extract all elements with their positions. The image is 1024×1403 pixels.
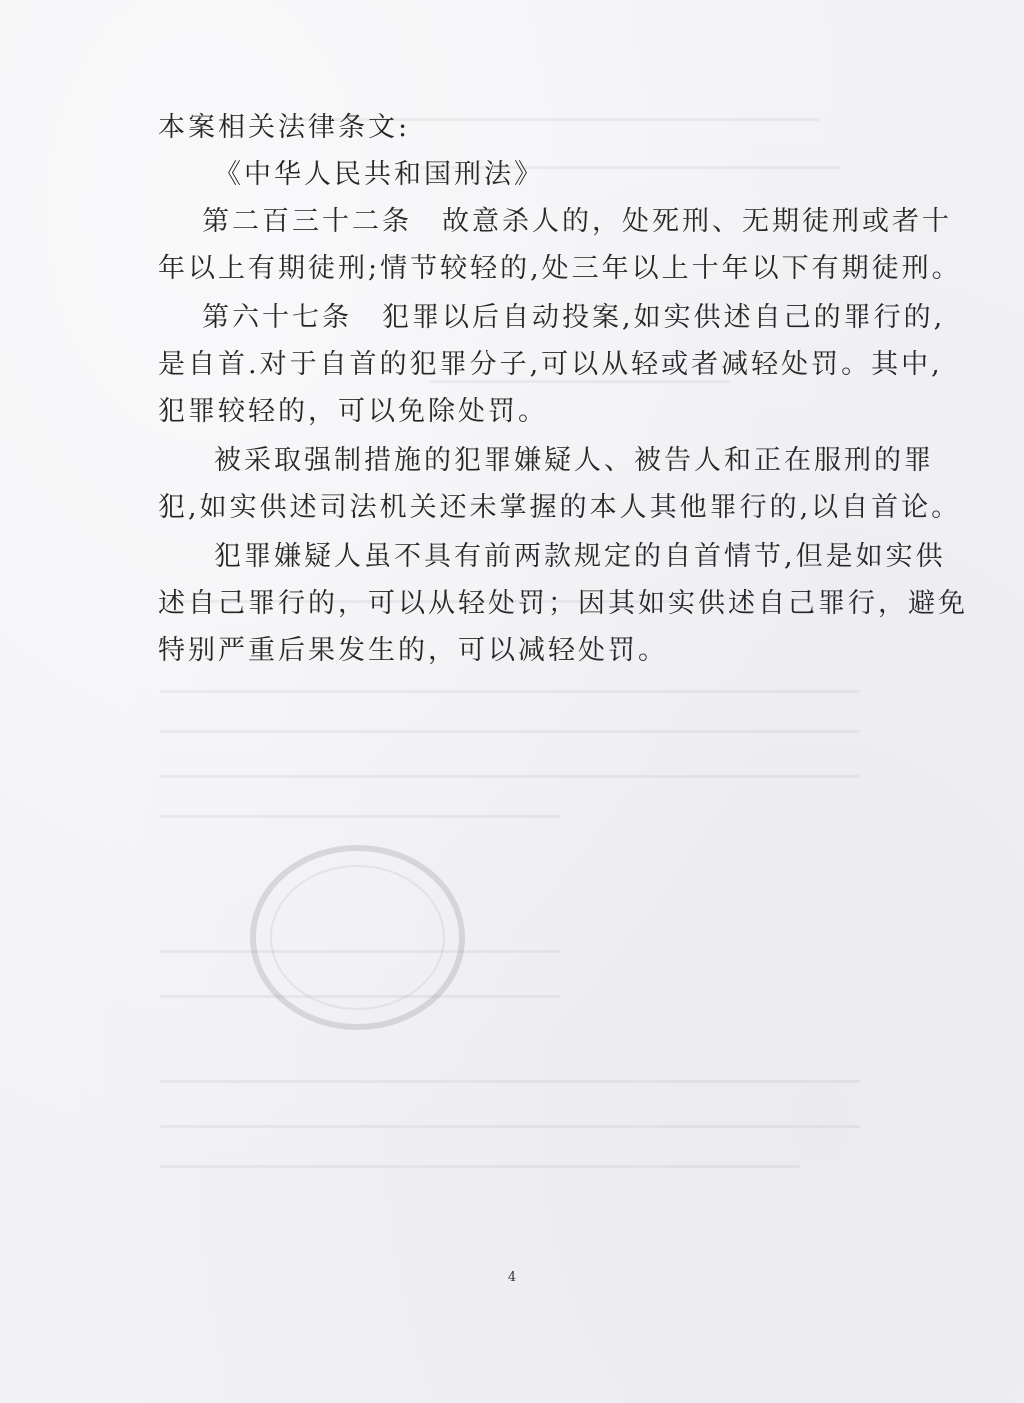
article-67-line-3: 犯罪较轻的，可以免除处罚。 [158, 396, 548, 427]
article-67-para2-line-1: 被采取强制措施的犯罪嫌疑人、被告人和正在服刑的罪 [214, 445, 934, 476]
article-67-para3-line-3: 特别严重后果发生的，可以减轻处罚。 [158, 635, 668, 666]
article-232-line-1: 第二百三十二条 故意杀人的，处死刑、无期徒刑或者十 [202, 206, 952, 237]
bleed-through-mark [160, 775, 860, 778]
section-heading: 本案相关法律条文: [158, 112, 411, 143]
law-title: 《中华人民共和国刑法》 [214, 159, 544, 190]
article-232-line-2: 年以上有期徒刑;情节较轻的,处三年以上十年以下有期徒刑。 [158, 253, 962, 284]
article-67-para3-line-1: 犯罪嫌疑人虽不具有前两款规定的自首情节,但是如实供 [214, 541, 946, 572]
bleed-through-mark [160, 1165, 800, 1168]
article-67-line-2: 是自首.对于自首的犯罪分子,可以从轻或者减轻处罚。其中, [158, 349, 943, 380]
article-67-para2-line-2: 犯,如实供述司法机关还未掌握的本人其他罪行的,以自首论。 [158, 492, 962, 523]
seal-inner-ring [270, 865, 445, 1010]
bleed-through-mark [160, 815, 560, 818]
bleed-through-mark [160, 690, 860, 693]
bleed-through-mark [160, 1125, 860, 1128]
faded-seal-stamp [250, 845, 465, 1030]
document-body [158, 104, 968, 674]
page-number: 4 [507, 1270, 517, 1285]
article-67-line-1: 第六十七条 犯罪以后自动投案,如实供述自己的罪行的, [202, 302, 946, 333]
bleed-through-mark [160, 1080, 860, 1083]
article-67-para3-line-2: 述自己罪行的，可以从轻处罚；因其如实供述自己罪行，避免 [158, 588, 968, 619]
bleed-through-mark [160, 730, 860, 733]
